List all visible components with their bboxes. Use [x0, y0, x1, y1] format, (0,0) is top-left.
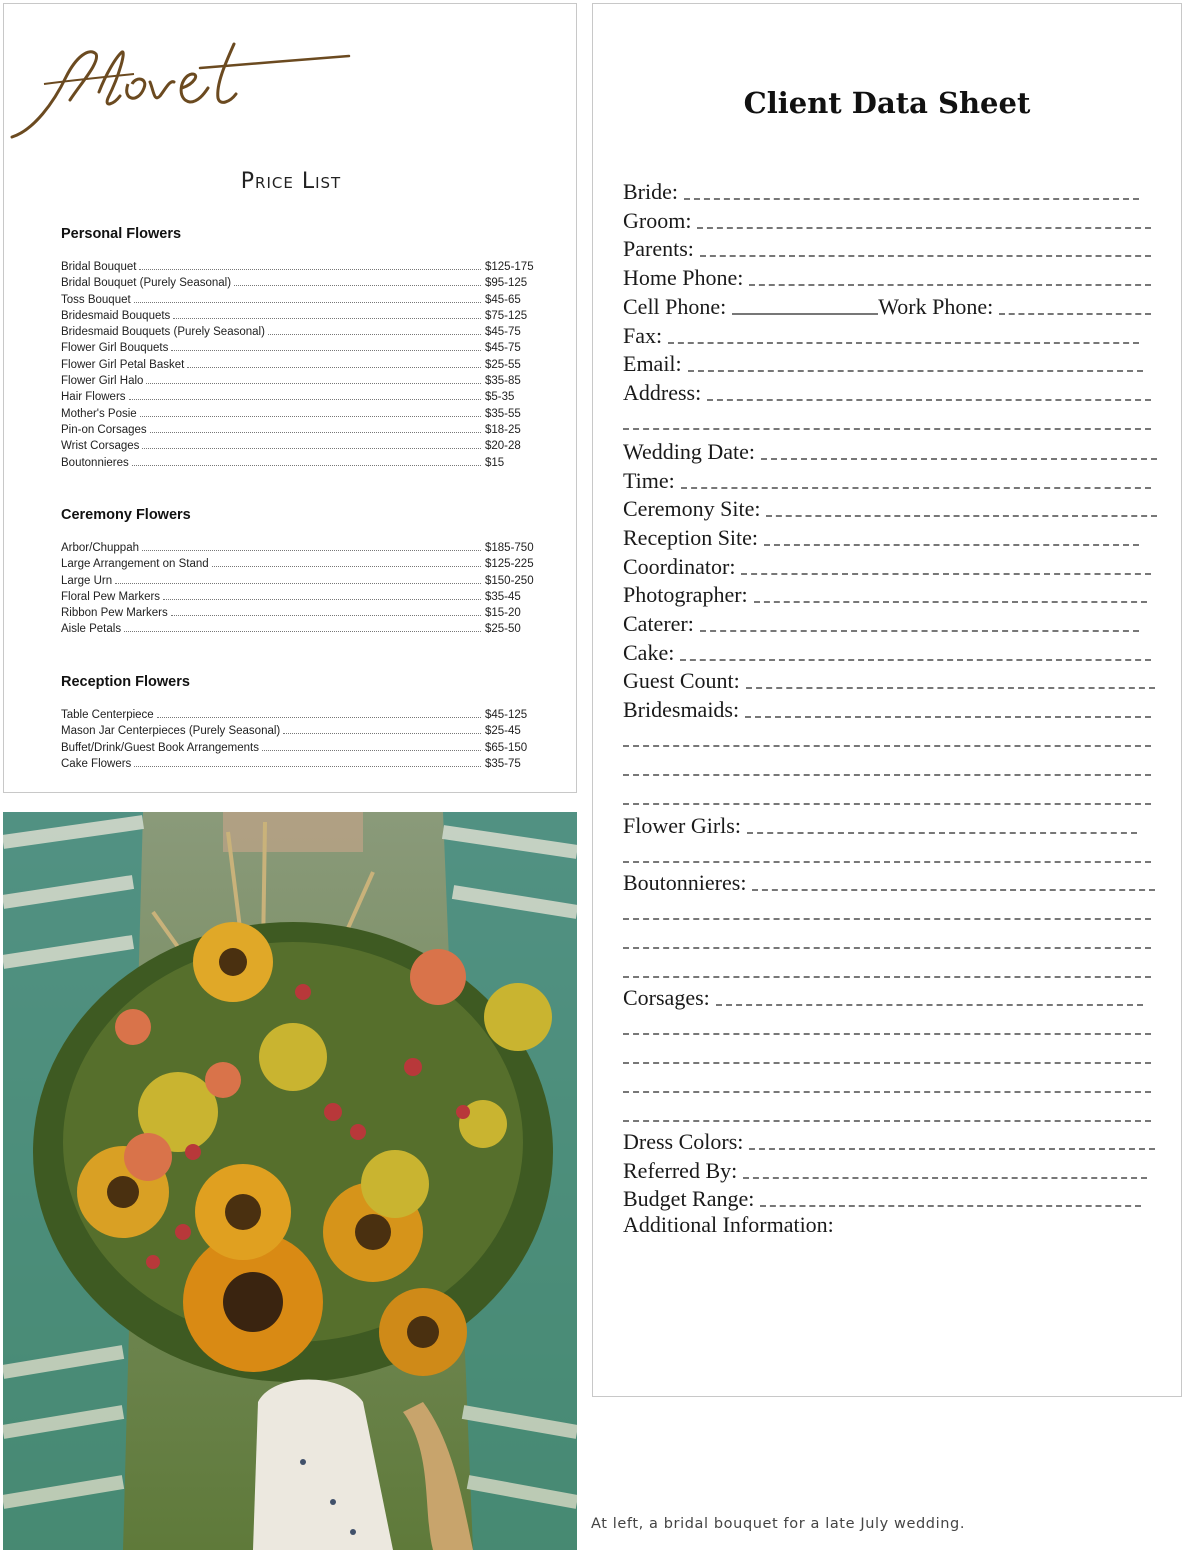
field-label: Boutonnieres:: [623, 870, 747, 895]
blank-line: [754, 601, 1147, 603]
dot-leader: [132, 465, 481, 466]
item-name: Bridal Bouquet: [61, 261, 137, 273]
price-row: [61, 742, 537, 758]
blank-line: [700, 255, 1151, 257]
email-field[interactable]: [623, 349, 1151, 377]
item-name: Arbor/Chuppah: [61, 542, 139, 554]
bridesmaids-line-3[interactable]: [623, 752, 1151, 781]
ceremony-site-field[interactable]: [623, 494, 1151, 522]
price-row: [61, 408, 537, 424]
cell-phone-line[interactable]: [732, 313, 878, 315]
blank-line: [749, 284, 1151, 286]
dot-leader: [171, 350, 481, 351]
bride-field[interactable]: [623, 176, 1151, 205]
dot-leader: [146, 383, 481, 384]
price-row: [61, 623, 537, 639]
item-name: Mother's Posie: [61, 407, 137, 420]
blank-line: [623, 1062, 1151, 1064]
dot-leader: [234, 285, 481, 286]
item-name: Flower Girl Bouquets: [61, 342, 169, 355]
item-name: Pin-on Corsages: [61, 423, 147, 436]
wedding-date-field[interactable]: [623, 435, 1151, 465]
field-label: Email:: [623, 351, 682, 376]
budget-range-field[interactable]: [623, 1184, 1151, 1212]
blank-line: [716, 1004, 1143, 1006]
item-name: Toss Bouquet: [61, 293, 131, 306]
field-label: Dress Colors:: [623, 1129, 744, 1154]
floret-logo: [4, 22, 354, 147]
item-name: Buffet/Drink/Guest Book Arrangements: [61, 741, 259, 754]
price-row: [61, 277, 537, 293]
price-row: [61, 424, 537, 440]
bouquet-photo: [3, 812, 577, 1550]
item-name: Flower Girl Halo: [61, 375, 144, 388]
fax-field[interactable]: [623, 320, 1151, 349]
field-label: Home Phone:: [623, 265, 744, 290]
home-phone-field[interactable]: [623, 262, 1151, 291]
boutonnieres-field[interactable]: [623, 868, 1151, 896]
blank-line: [745, 716, 1151, 718]
price-row: [61, 294, 537, 310]
item-price: $125-225: [485, 558, 534, 571]
dot-leader: [283, 733, 481, 734]
blank-line: [707, 399, 1151, 401]
dot-leader: [140, 416, 481, 417]
item-name: Table Centerpiece: [61, 709, 154, 721]
field-label: Budget Range:: [623, 1186, 755, 1211]
item-price: $20-28: [485, 440, 521, 453]
price-row: [61, 558, 537, 574]
blank-line: [681, 487, 1151, 489]
blank-line: [623, 861, 1151, 863]
blank-line: [623, 918, 1151, 920]
blank-line: [749, 1148, 1155, 1150]
flower-girls-field[interactable]: [623, 810, 1151, 839]
field-label: Cake:: [623, 640, 675, 665]
field-label: Corsages:: [623, 985, 710, 1010]
blank-line: [623, 1091, 1151, 1093]
field-label: Caterer:: [623, 611, 694, 636]
work-phone-line[interactable]: [999, 313, 1151, 315]
item-name: Ribbon Pew Markers: [61, 607, 168, 620]
blank-line: [761, 458, 1157, 460]
item-price: $65-150: [485, 741, 528, 754]
groom-field[interactable]: [623, 205, 1151, 234]
item-price: $25-55: [485, 358, 521, 371]
item-price: $45-125: [485, 709, 528, 721]
blank-line: [700, 630, 1139, 632]
blank-line: [623, 1120, 1151, 1122]
price-rows: [61, 709, 537, 774]
bridesmaids-field[interactable]: [623, 694, 1151, 723]
flower-girls-line-2[interactable]: [623, 839, 1151, 868]
dress-colors-field[interactable]: [623, 1127, 1151, 1155]
item-price: $35-85: [485, 375, 521, 388]
section-personal-flowers: [61, 226, 537, 473]
cake-field[interactable]: [623, 637, 1151, 666]
client-data-sheet: [592, 3, 1182, 1397]
boutonnieres-line-3[interactable]: [623, 925, 1151, 954]
item-price: $185-750: [485, 542, 534, 554]
dot-leader: [173, 318, 481, 319]
price-row: [61, 375, 537, 391]
address-field-extra[interactable]: [623, 406, 1151, 435]
item-price: $25-50: [485, 623, 521, 636]
blank-line: [747, 832, 1137, 834]
corsages-line-3[interactable]: [623, 1040, 1151, 1069]
bridesmaids-line-4[interactable]: [623, 781, 1151, 810]
item-price: $35-45: [485, 590, 521, 603]
dot-leader: [268, 334, 481, 335]
additional-information-field[interactable]: [623, 1212, 1151, 1238]
price-row: [61, 342, 537, 358]
price-row: [61, 725, 537, 741]
field-label: Groom:: [623, 208, 692, 233]
section-ceremony-flowers: [61, 507, 537, 640]
field-label: Photographer:: [623, 582, 748, 607]
item-name: Bridal Bouquet (Purely Seasonal): [61, 277, 232, 290]
blank-line: [680, 659, 1151, 661]
dot-leader: [187, 367, 481, 368]
item-price: $125-175: [485, 261, 534, 273]
section-reception-flowers: [61, 674, 537, 774]
bridesmaids-line-2[interactable]: [623, 723, 1151, 752]
item-price: $15: [485, 456, 505, 469]
dot-leader: [142, 448, 481, 449]
blank-line: [623, 774, 1151, 776]
item-name: Bridesmaid Bouquets (Purely Seasonal): [61, 326, 265, 339]
dot-leader: [142, 550, 481, 551]
blank-line: [688, 370, 1143, 372]
dot-leader: [157, 717, 481, 718]
blank-line: [623, 976, 1151, 978]
item-price: $45-65: [485, 293, 521, 306]
time-field[interactable]: [623, 465, 1151, 494]
photographer-field[interactable]: [623, 580, 1151, 608]
dot-leader: [171, 615, 481, 616]
blank-line: [766, 515, 1157, 517]
item-price: $75-125: [485, 309, 528, 322]
item-price: $35-75: [485, 757, 521, 770]
blank-line: [623, 803, 1151, 805]
price-list-title: Price List: [240, 169, 342, 194]
item-name: Mason Jar Centerpieces (Purely Seasonal): [61, 725, 281, 738]
item-price: $25-45: [485, 725, 521, 738]
corsages-line-5[interactable]: [623, 1098, 1151, 1127]
price-row: [61, 709, 537, 725]
coordinator-field[interactable]: [623, 551, 1151, 580]
blank-line: [743, 1177, 1147, 1179]
reception-site-field[interactable]: [623, 522, 1151, 551]
dot-leader: [134, 766, 481, 767]
field-label: Bride:: [623, 179, 678, 204]
dot-leader: [163, 599, 481, 600]
item-name: Hair Flowers: [61, 391, 126, 404]
item-price: $150-250: [485, 574, 534, 587]
guest-count-field[interactable]: [623, 666, 1151, 694]
price-row: [61, 758, 537, 774]
item-price: $45-75: [485, 326, 521, 339]
item-name: Large Arrangement on Stand: [61, 558, 209, 571]
price-row: [61, 575, 537, 591]
item-price: $45-75: [485, 342, 521, 355]
caterer-field[interactable]: [623, 608, 1151, 637]
item-price: $18-25: [485, 423, 521, 436]
blank-line: [746, 687, 1155, 689]
price-row: [61, 591, 537, 607]
price-row: [61, 457, 537, 473]
field-label: Reception Site:: [623, 525, 759, 550]
boutonnieres-line-2[interactable]: [623, 896, 1151, 925]
blank-line: [623, 428, 1151, 430]
corsages-line-2[interactable]: [623, 1011, 1151, 1040]
item-name: Flower Girl Petal Basket: [61, 358, 185, 371]
item-price: $95-125: [485, 277, 528, 290]
dot-leader: [115, 583, 481, 584]
dot-leader: [212, 566, 481, 567]
field-label: Wedding Date:: [623, 439, 756, 464]
boutonnieres-line-4[interactable]: [623, 954, 1151, 983]
photo-caption: At left, a bridal bouquet for a late July wedding.: [591, 1516, 966, 1532]
blank-line: [741, 573, 1151, 575]
price-row: [61, 326, 537, 342]
corsages-field[interactable]: [623, 983, 1151, 1011]
dot-leader: [129, 399, 481, 400]
field-label: Ceremony Site:: [623, 496, 761, 521]
price-list-page: [3, 3, 577, 793]
dot-leader: [262, 750, 481, 751]
item-name: Cake Flowers: [61, 757, 132, 770]
blank-line: [752, 889, 1155, 891]
price-row: [61, 359, 537, 375]
dot-leader: [124, 631, 481, 632]
blank-line: [697, 227, 1151, 229]
price-row: [61, 607, 537, 623]
blank-line: [668, 342, 1139, 344]
item-price: $15-20: [485, 607, 521, 620]
section-heading: Reception Flowers: [61, 674, 190, 690]
dot-leader: [150, 432, 481, 433]
price-row: [61, 440, 537, 456]
field-label: Coordinator:: [623, 554, 736, 579]
item-name: Aisle Petals: [61, 623, 122, 636]
field-label: Flower Girls:: [623, 813, 741, 838]
section-heading: Personal Flowers: [61, 226, 182, 242]
field-label: Guest Count:: [623, 668, 740, 693]
blank-line: [623, 1033, 1151, 1035]
dot-leader: [134, 302, 481, 303]
field-label: Referred By:: [623, 1158, 738, 1183]
price-rows: [61, 261, 537, 473]
blank-line: [684, 198, 1139, 200]
blank-line: [623, 745, 1151, 747]
item-name: Bridesmaid Bouquets: [61, 309, 171, 322]
item-name: Wrist Corsages: [61, 440, 140, 453]
item-price: $35-55: [485, 407, 521, 420]
dot-leader: [139, 269, 481, 270]
field-label: Bridesmaids:: [623, 697, 740, 722]
corsages-line-4[interactable]: [623, 1069, 1151, 1098]
item-price: $5-35: [485, 391, 515, 404]
address-field[interactable]: [623, 377, 1151, 406]
section-heading: Ceremony Flowers: [61, 507, 191, 523]
blank-line: [764, 544, 1139, 546]
price-row: [61, 391, 537, 407]
item-name: Floral Pew Markers: [61, 590, 161, 603]
field-label: Fax:: [623, 323, 663, 348]
blank-line: [760, 1205, 1141, 1207]
parents-field[interactable]: [623, 234, 1151, 262]
item-name: Large Urn: [61, 574, 113, 587]
client-sheet-title: Client Data Sheet: [743, 86, 1031, 120]
field-label: Cell Phone:: [623, 294, 727, 319]
price-row: [61, 261, 537, 277]
field-label: Additional Information:: [623, 1212, 834, 1237]
referred-by-field[interactable]: [623, 1155, 1151, 1184]
field-label: Address:: [623, 380, 702, 405]
client-fields: [623, 176, 1151, 1238]
item-name: Boutonnieres: [61, 456, 129, 469]
field-label: Time:: [623, 468, 675, 493]
price-row: [61, 310, 537, 326]
price-row: [61, 542, 537, 558]
price-rows: [61, 542, 537, 640]
field-label: Parents:: [623, 236, 694, 261]
field-label: Work Phone:: [878, 294, 994, 319]
blank-line: [623, 947, 1151, 949]
phone-fields: [623, 291, 1151, 320]
